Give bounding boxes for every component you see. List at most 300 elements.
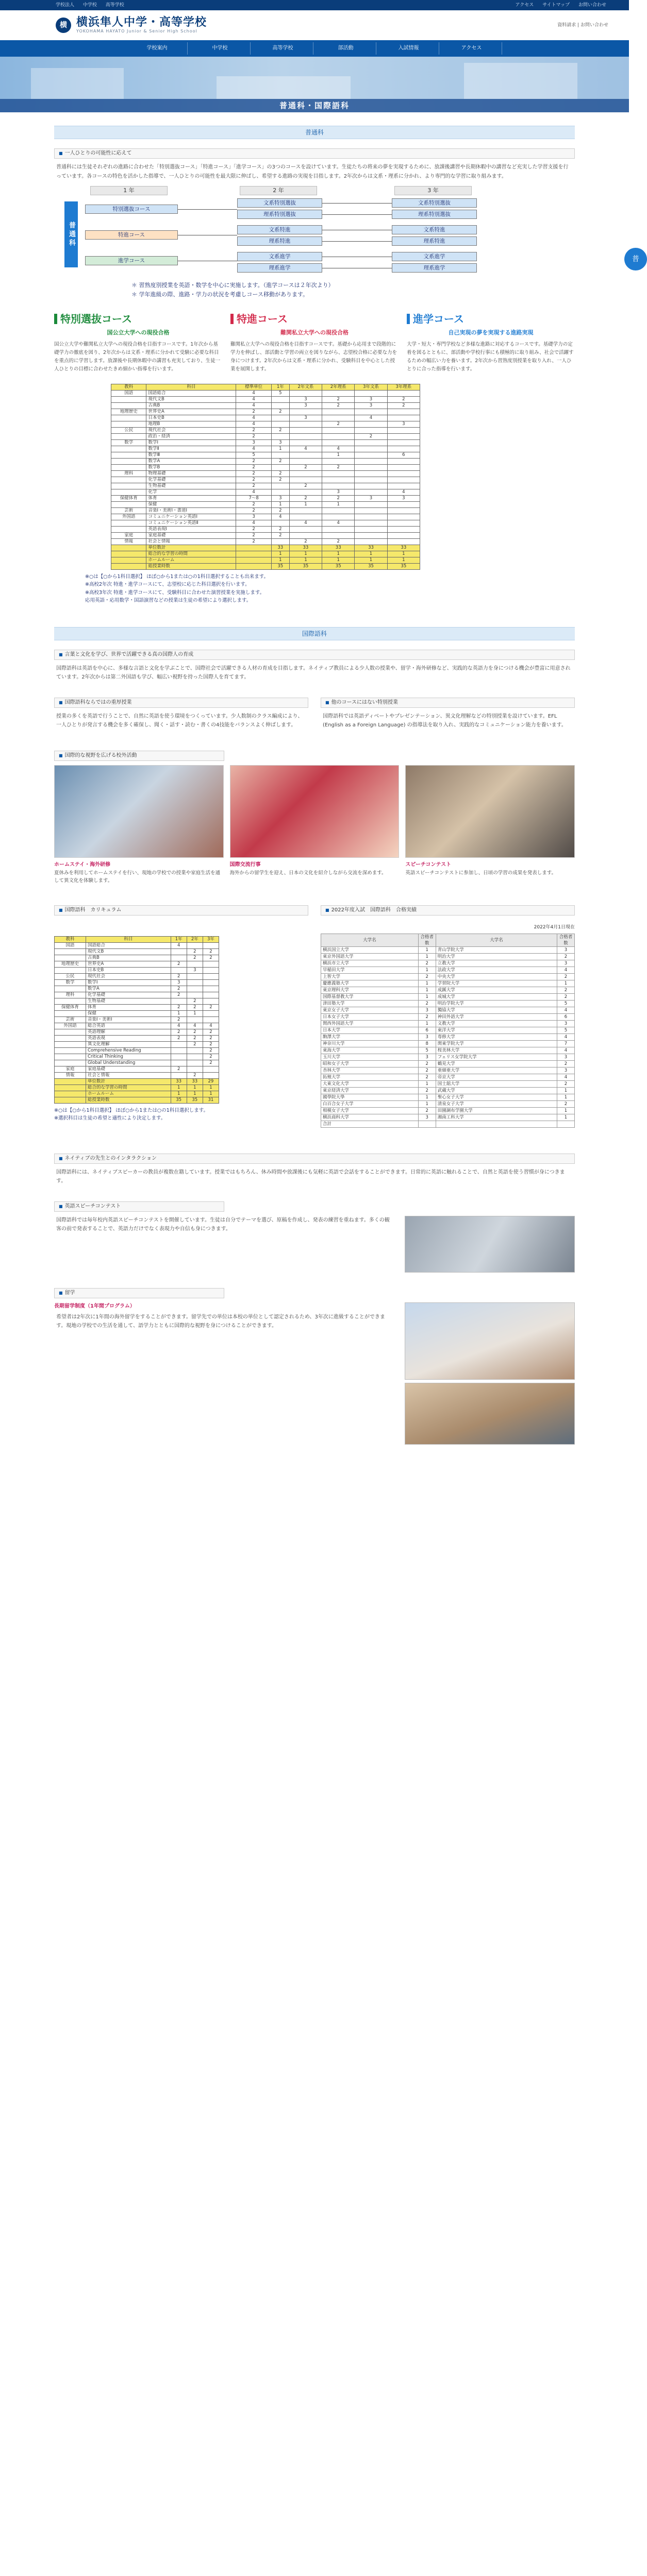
- table-cell: 社会と情報: [86, 1073, 171, 1079]
- nav-item[interactable]: 中学校: [190, 42, 251, 55]
- table-cell: 4: [171, 1023, 187, 1029]
- connector-line: [322, 241, 392, 242]
- table-cell: 35: [322, 564, 355, 570]
- table-cell: 4: [557, 1047, 575, 1054]
- study-abroad-photo: [405, 1383, 575, 1445]
- table-cell: 3: [289, 403, 322, 409]
- table-cell: [203, 974, 219, 980]
- table-cell: 1: [171, 1011, 187, 1017]
- table-cell: 1: [171, 1091, 187, 1097]
- table-row: [55, 1023, 219, 1029]
- table-row: [111, 409, 420, 415]
- table-cell: 家庭: [55, 1066, 86, 1073]
- speech-contest-photo: [405, 1216, 575, 1273]
- table-cell: [289, 477, 322, 483]
- table-cell: 2: [171, 974, 187, 980]
- table-cell: [111, 477, 146, 483]
- table-cell: 日本女子大学: [321, 1013, 419, 1020]
- table-row: [321, 1100, 575, 1107]
- study-abroad-photo: [405, 1302, 575, 1380]
- table-cell: [355, 428, 387, 434]
- table-cell: 国語: [55, 943, 86, 949]
- table-cell: [387, 520, 420, 527]
- table-cell: 地理歴史: [55, 961, 86, 968]
- grade-label: 3 年: [394, 186, 472, 195]
- table-cell: 4: [322, 520, 355, 527]
- table-row: [111, 459, 420, 465]
- intl-curriculum-table: [54, 936, 219, 1104]
- table-row: [321, 1094, 575, 1100]
- table-cell: 玉川大学: [321, 1054, 419, 1060]
- table-cell: [387, 471, 420, 477]
- table-cell: 2: [203, 1042, 219, 1048]
- table-cell: 1: [271, 551, 289, 557]
- table-header-row: [55, 937, 219, 943]
- table-cell: 2: [171, 961, 187, 968]
- table-cell: 4: [557, 967, 575, 973]
- table-row: [321, 1027, 575, 1033]
- table-cell: 35: [271, 564, 289, 570]
- table-cell: [187, 961, 203, 968]
- table-cell: [322, 409, 355, 415]
- table-cell: 家庭: [111, 533, 146, 539]
- speech-photo: [405, 765, 575, 858]
- topbar-left-item[interactable]: 高等学校: [105, 2, 124, 8]
- grade-label: 2 年: [240, 186, 317, 195]
- table-cell: [111, 564, 146, 570]
- table-cell: 2: [171, 986, 187, 992]
- course-box-y3: 文系進学: [392, 252, 477, 261]
- table-cell: 東京経済大学: [321, 1087, 419, 1094]
- table-row: [55, 1029, 219, 1036]
- table-row: [111, 391, 420, 397]
- table-cell: 4: [203, 1023, 219, 1029]
- table-cell: 2: [271, 428, 289, 434]
- table-row: [55, 1054, 219, 1060]
- results-heading: ■ 2022年度入試 国際語科 合格実績: [321, 905, 575, 916]
- table-cell: [55, 1011, 86, 1017]
- table-cell: 2: [203, 955, 219, 961]
- table-cell: 1: [387, 551, 420, 557]
- diagram-note: ＊ 学年進級の際、進路・学力の状況を考慮しコース移動があります。: [131, 291, 309, 298]
- table-cell: [111, 545, 146, 551]
- table-cell: 35: [289, 564, 322, 570]
- table-cell: [289, 533, 322, 539]
- table-cell: [355, 452, 387, 459]
- table-cell: 学習院大学: [436, 980, 557, 987]
- nav-item[interactable]: 入試情報: [378, 42, 439, 55]
- table-cell: 武蔵大学: [436, 1087, 557, 1094]
- table-cell: 2: [322, 403, 355, 409]
- table-row: [55, 974, 219, 980]
- table-cell: [289, 391, 322, 397]
- intl-curriculum-results: [54, 905, 575, 1127]
- table-cell: [355, 489, 387, 496]
- table-cell: [271, 421, 289, 428]
- table-cell: 33: [187, 1079, 203, 1085]
- table-row: [55, 992, 219, 998]
- table-cell: [289, 514, 322, 520]
- table-cell: 総合英語: [86, 1023, 171, 1029]
- table-cell: [111, 421, 146, 428]
- table-cell: [289, 459, 322, 465]
- table-cell: [322, 477, 355, 483]
- table-cell: [355, 520, 387, 527]
- column-header: 3年理系: [387, 384, 420, 391]
- general-curriculum-wrap: [111, 384, 575, 570]
- table-cell: 3: [355, 496, 387, 502]
- table-cell: [355, 508, 387, 514]
- table-cell: 2: [271, 533, 289, 539]
- table-cell: [271, 452, 289, 459]
- table-cell: 2: [557, 1100, 575, 1107]
- table-cell: 1: [418, 987, 436, 993]
- table-cell: [322, 533, 355, 539]
- exchange-photo: [230, 765, 400, 858]
- table-cell: 日本大学: [321, 1027, 419, 1033]
- table-cell: [111, 527, 146, 533]
- course-box-y3: 理系進学: [392, 263, 477, 273]
- table-row: [321, 1067, 575, 1074]
- table-cell: [271, 520, 289, 527]
- table-cell: 鶴見大学: [436, 1060, 557, 1067]
- table-cell: 國學院大學: [321, 1094, 419, 1100]
- table-cell: 体育: [146, 496, 236, 502]
- table-cell: 2: [187, 955, 203, 961]
- table-cell: [355, 502, 387, 508]
- table-cell: 2: [187, 949, 203, 955]
- general-badge-icon[interactable]: 普: [624, 248, 647, 270]
- table-cell: 1: [187, 1011, 203, 1017]
- table-row: [55, 998, 219, 1005]
- intro-text: 普通科には生徒それぞれの進路に合わせた「特別選抜コース」「特進コース」「進学コース」の3つのコースを設けています。生徒たちの将来の夢を実現するために、放課後講習や長期休暇中の講習など充実した学習支援を行っています。各コースの特色を活かした指導で、一人ひとりの可能性を最大限に伸ばし、希望する進路の実現を目指します。2年次からは文系・理系に分かれ、より専門的な学習に取り組みます。: [56, 164, 569, 179]
- site-logo[interactable]: [56, 16, 207, 35]
- table-cell: 古典B: [86, 955, 171, 961]
- table-cell: 1: [355, 557, 387, 564]
- table-cell: 2: [187, 1036, 203, 1042]
- table-cell: 青山学院大学: [436, 946, 557, 953]
- table-cell: 清泉女子大学: [436, 1100, 557, 1107]
- table-note: ※○は【○から1科目選択】 ほぼ○から1または○の1科目選択することも出来ます。: [85, 574, 269, 580]
- column-header: 大学名: [321, 934, 419, 946]
- table-cell: 1: [557, 980, 575, 987]
- table-cell: 4: [355, 415, 387, 421]
- results-date: 2022年4月1日現在: [534, 925, 575, 930]
- table-cell: 4: [236, 446, 271, 452]
- table-cell: 2: [322, 421, 355, 428]
- topbar-left-item[interactable]: 学校法人: [56, 2, 75, 8]
- column-header: 1年: [171, 937, 187, 943]
- table-cell: 数学Ⅰ: [146, 440, 236, 446]
- table-cell: 1: [557, 1107, 575, 1114]
- intl-text: 国際語科は英語を中心に、多様な言語と文化を学ぶことで、国際社会で活躍できる人材の育成を目指します。ネイティブ教員による少人数の授業や、留学・海外研修など、実践的な英語力を身につける機会が豊富に用意されています。2年次からは第二外国語も学び、幅広い視野を持った国際人を育てます。: [56, 665, 571, 681]
- table-cell: [203, 961, 219, 968]
- table-cell: [55, 1036, 86, 1042]
- column-header: 科目: [146, 384, 236, 391]
- table-cell: [387, 539, 420, 545]
- table-cell: [387, 483, 420, 489]
- table-cell: 社会と情報: [146, 539, 236, 545]
- table-cell: [187, 1066, 203, 1073]
- table-cell: 1: [271, 446, 289, 452]
- table-cell: 単位数計: [146, 545, 236, 551]
- table-cell: 公民: [111, 428, 146, 434]
- caption-title: スピーチコンテスト: [405, 861, 452, 868]
- table-cell: 保健: [86, 1011, 171, 1017]
- table-cell: [55, 968, 86, 974]
- table-cell: 情報: [111, 539, 146, 545]
- nav-item[interactable]: 高等学校: [253, 42, 313, 55]
- course-body: 国公立大学や難関私立大学への現役合格を目指すコースです。1年次から基礎学力の徹底を図り、2年次からは文系・理系に分かれて受験に必要な科目を重点的に学習します。放課後や長期休暇中の講習も充実しており、生徒一人ひとりの目標に合わせたきめ細かい指導を行います。: [54, 341, 221, 372]
- table-row: [55, 968, 219, 974]
- table-cell: 2: [418, 1060, 436, 1067]
- table-cell: 2: [236, 477, 271, 483]
- table-cell: 35: [387, 564, 420, 570]
- table-cell: [55, 1054, 86, 1060]
- study-abroad-text: 希望者は2年次に1年間の海外留学をすることができます。留学先での単位は本校の単位として認定されるため、3年次に進級することができます。現地の学校での生活を通して、語学力とともに国際的な視野を身につけることができます。: [56, 1314, 385, 1329]
- table-row: [321, 973, 575, 980]
- connector-line: [322, 203, 392, 204]
- table-cell: [322, 483, 355, 489]
- table-cell: 2: [418, 1074, 436, 1080]
- connector-line: [178, 209, 237, 210]
- nav-item[interactable]: 部活動: [316, 42, 376, 55]
- table-cell: 2: [236, 428, 271, 434]
- table-cell: 化学: [146, 489, 236, 496]
- table-cell: 5: [236, 452, 271, 459]
- table-cell: [322, 514, 355, 520]
- course-box-y3: 理系特進: [392, 236, 477, 246]
- table-cell: 物理基礎: [146, 471, 236, 477]
- table-cell: [271, 434, 289, 440]
- table-cell: [322, 527, 355, 533]
- section-ribbon-international: 国際語科: [54, 627, 575, 640]
- table-cell: 2: [236, 533, 271, 539]
- table-cell: 日本史B: [86, 968, 171, 974]
- course-box-y2: 文系進学: [237, 252, 322, 261]
- table-cell: 2: [236, 502, 271, 508]
- table-cell: [387, 459, 420, 465]
- table-row: [321, 1121, 575, 1127]
- table-cell: 3: [271, 440, 289, 446]
- table-cell: 2: [171, 1066, 187, 1073]
- table-cell: 神田外語大学: [436, 1013, 557, 1020]
- table-row: [111, 471, 420, 477]
- table-cell: [355, 459, 387, 465]
- table-row: [111, 533, 420, 539]
- course-title: 進学コース: [407, 311, 575, 327]
- table-cell: 4: [557, 1007, 575, 1013]
- column-header: 3年: [203, 937, 219, 943]
- table-cell: [111, 502, 146, 508]
- table-cell: [203, 1011, 219, 1017]
- nav-item[interactable]: 学校案内: [127, 42, 188, 55]
- table-cell: 35: [187, 1097, 203, 1104]
- table-cell: [289, 434, 322, 440]
- table-cell: [387, 508, 420, 514]
- table-cell: [111, 459, 146, 465]
- table-cell: 情報: [55, 1073, 86, 1079]
- course-body: 難関私立大学への現役合格を目指すコースです。基礎から応用まで段階的に学力を伸ばし、部活動と学習の両立を図りながら、志望校合格に必要な力を身につけます。2年次からは文系・理系に分かれ、受験科目を中心とした授業を展開します。: [230, 341, 397, 372]
- table-cell: 数学A: [146, 459, 236, 465]
- table-cell: 2: [203, 1048, 219, 1054]
- table-row: [321, 1114, 575, 1121]
- topbar-right-item[interactable]: お問い合わせ: [578, 2, 606, 8]
- table-cell: [111, 551, 146, 557]
- table-row: [111, 489, 420, 496]
- table-cell: [111, 557, 146, 564]
- results-table: [321, 934, 575, 1128]
- intl-curriculum-notes: [54, 1107, 308, 1122]
- table-cell: Global Understanding: [86, 1060, 171, 1066]
- table-row: [55, 1085, 219, 1091]
- table-cell: [355, 391, 387, 397]
- column-header: 2年文系: [289, 384, 322, 391]
- table-row: [111, 520, 420, 527]
- table-cell: 音楽Ⅰ・美術Ⅰ・書道Ⅰ: [146, 508, 236, 514]
- table-cell: 4: [236, 421, 271, 428]
- table-cell: 5: [557, 1000, 575, 1007]
- table-cell: [355, 477, 387, 483]
- table-cell: 3: [236, 440, 271, 446]
- table-cell: 文教大学: [436, 1020, 557, 1027]
- table-cell: 3: [557, 1067, 575, 1074]
- topbar-right-item[interactable]: アクセス: [515, 2, 534, 8]
- table-row: [55, 1060, 219, 1066]
- nav-item[interactable]: アクセス: [441, 42, 502, 55]
- table-cell: [236, 545, 271, 551]
- table-cell: 2: [236, 471, 271, 477]
- table-note: ※高校3年次 特進・進学コースにて、受験科目に合わせた演習授業を実施します。: [85, 589, 265, 596]
- table-cell: 横浜国立大学: [321, 946, 419, 953]
- table-cell: [111, 520, 146, 527]
- hero-building-shape: [31, 68, 124, 99]
- table-cell: [171, 1060, 187, 1066]
- table-cell: 2: [271, 471, 289, 477]
- table-cell: 3: [418, 1033, 436, 1040]
- table-cell: 保健体育: [111, 496, 146, 502]
- caption-text: 英語スピーチコンテストに参加し、日頃の学習の成果を発表します。: [405, 870, 556, 876]
- table-cell: [203, 943, 219, 949]
- table-row: [321, 1000, 575, 1007]
- table-cell: 2: [557, 1060, 575, 1067]
- topbar-left-item[interactable]: 中学校: [82, 2, 97, 8]
- table-cell: 2: [289, 483, 322, 489]
- table-cell: 4: [236, 489, 271, 496]
- course-box-standard: 進学コース: [85, 256, 178, 265]
- table-cell: 3: [387, 421, 420, 428]
- table-cell: 33: [355, 545, 387, 551]
- table-cell: 帝京大学: [436, 1074, 557, 1080]
- table-cell: 横浜市立大学: [321, 960, 419, 967]
- table-cell: 総合的な学習の時間: [86, 1085, 171, 1091]
- school-emblem-icon: 横: [56, 18, 71, 33]
- table-cell: 1: [187, 1085, 203, 1091]
- section-ribbon-general: 普通科: [54, 126, 575, 139]
- table-cell: 1: [289, 502, 322, 508]
- table-cell: 総授業時数: [86, 1097, 171, 1104]
- table-cell: 英語表現Ⅰ: [146, 527, 236, 533]
- table-row: [321, 1080, 575, 1087]
- table-row: [111, 403, 420, 409]
- table-cell: 3: [271, 496, 289, 502]
- table-cell: 3: [557, 960, 575, 967]
- table-cell: 2: [271, 459, 289, 465]
- table-cell: 33: [171, 1079, 187, 1085]
- table-cell: 大東文化大学: [321, 1080, 419, 1087]
- table-cell: 2: [418, 1000, 436, 1007]
- header-links[interactable]: 資料請求 | お問い合わせ: [557, 22, 608, 28]
- table-cell: 津田塾大学: [321, 1000, 419, 1007]
- table-cell: [289, 409, 322, 415]
- topbar-right: [515, 2, 613, 9]
- table-cell: [387, 502, 420, 508]
- table-cell: 体育: [86, 1005, 171, 1011]
- topbar-right-item[interactable]: サイトマップ: [542, 2, 570, 8]
- column-header: 教科: [111, 384, 146, 391]
- table-cell: 1: [418, 946, 436, 953]
- table-row: [321, 1020, 575, 1027]
- table-cell: 神奈川大学: [321, 1040, 419, 1047]
- table-cell: [322, 459, 355, 465]
- table-cell: 数学A: [86, 986, 171, 992]
- table-header-row: [111, 384, 420, 391]
- table-cell: [111, 434, 146, 440]
- table-cell: 4: [289, 520, 322, 527]
- table-cell: [55, 1079, 86, 1085]
- table-cell: [387, 415, 420, 421]
- column-header: 科目: [86, 937, 171, 943]
- table-cell: 2: [171, 992, 187, 998]
- table-cell: 6: [387, 452, 420, 459]
- table-cell: 聖心女子大学: [436, 1094, 557, 1100]
- table-cell: 成城大学: [436, 993, 557, 1000]
- table-cell: 1: [557, 1094, 575, 1100]
- table-cell: [557, 1121, 575, 1127]
- table-cell: 5: [418, 1047, 436, 1054]
- table-cell: 相模女子大学: [321, 1107, 419, 1114]
- course-advanced: [230, 311, 399, 374]
- table-cell: 2: [187, 1042, 203, 1048]
- table-cell: 4: [387, 489, 420, 496]
- table-row: [321, 1087, 575, 1094]
- table-cell: 成蹊大学: [436, 987, 557, 993]
- table-cell: 中央大学: [436, 973, 557, 980]
- table-cell: 3: [557, 1020, 575, 1027]
- table-cell: [187, 992, 203, 998]
- table-cell: 4: [236, 415, 271, 421]
- main-content: [54, 126, 639, 1445]
- table-cell: 東京女子大学: [321, 1007, 419, 1013]
- activity-photos: [54, 765, 575, 858]
- table-row: [55, 1005, 219, 1011]
- table-cell: [171, 1073, 187, 1079]
- course-subtitle: 難関私立大学への現役合格: [280, 329, 349, 336]
- table-cell: 2: [322, 465, 355, 471]
- table-cell: 関東学院大学: [436, 1040, 557, 1047]
- table-cell: 2: [236, 409, 271, 415]
- table-cell: [271, 403, 289, 409]
- table-row: [55, 986, 219, 992]
- connector-line: [322, 214, 392, 215]
- table-cell: [387, 465, 420, 471]
- table-cell: 2: [387, 397, 420, 403]
- table-cell: 2: [418, 973, 436, 980]
- table-cell: 2: [236, 539, 271, 545]
- table-cell: [322, 440, 355, 446]
- table-cell: 2: [418, 1087, 436, 1094]
- table-cell: [271, 415, 289, 421]
